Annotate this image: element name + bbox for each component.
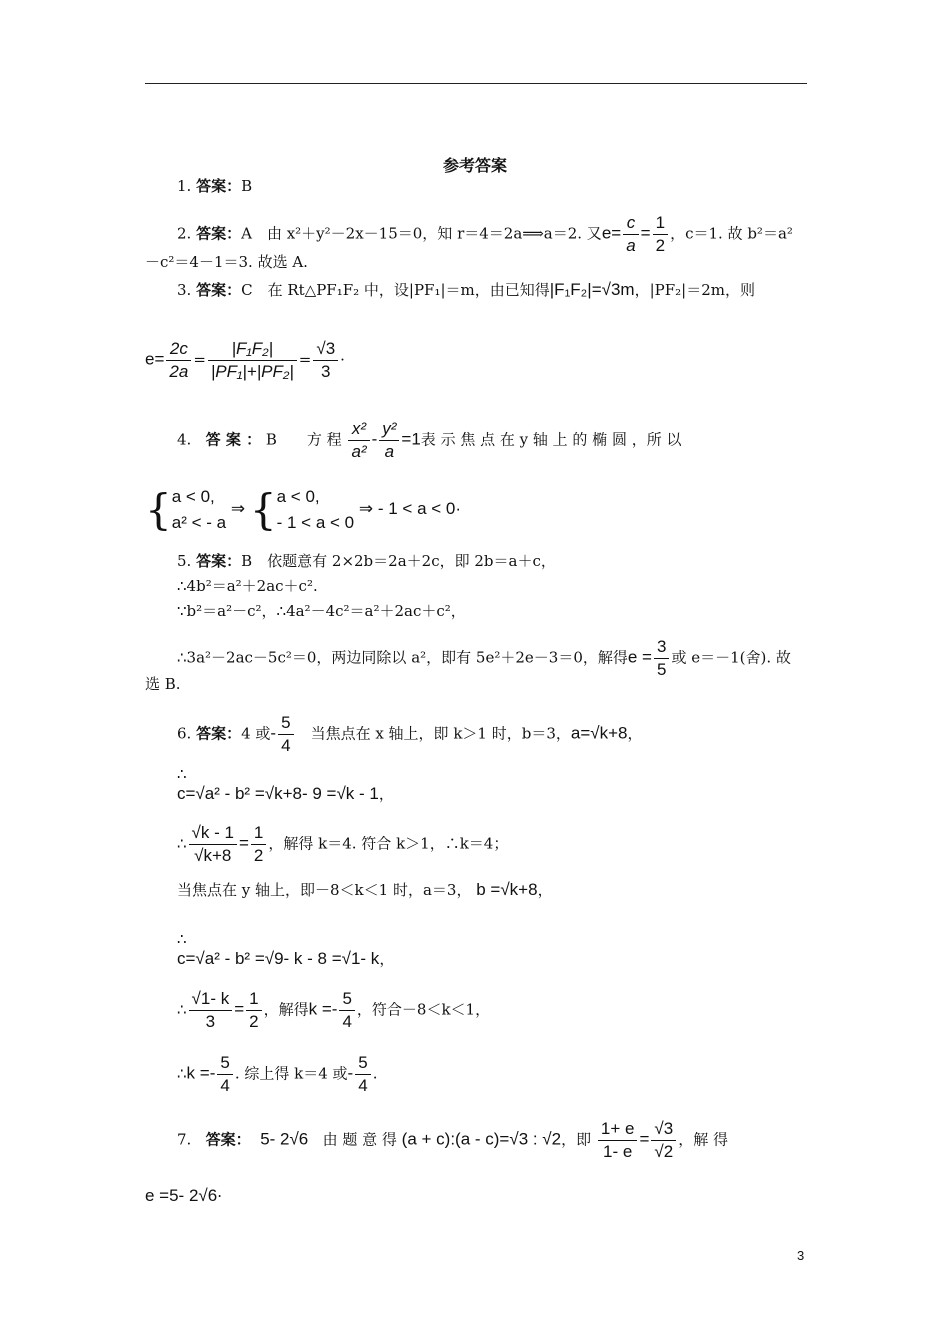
answer-1 xyxy=(177,176,839,196)
answer-text: C 在 Rt△PF₁F₂ 中，设|PF₁|＝m，由已知得 xyxy=(241,281,550,299)
formula: · xyxy=(340,350,345,369)
item-number: 4. xyxy=(177,430,192,449)
inequality-system: a < 0, a² < - a xyxy=(171,487,227,532)
brace-icon: { xyxy=(145,485,172,534)
answer-4: 4. 答 案 ： B 方 程 $\frac{\text{x²}}{\text{a²}}$ - $\frac{\text{y²}}{a}$ =1表 示 焦 点 在 y 轴 上 的 椭 圆 ，所 以 xyxy=(177,419,682,461)
brace-icon: { xyxy=(249,485,277,534)
fraction: $\frac{√3}{√2}$ xyxy=(651,1118,676,1163)
formula: c=√a² - b² =√9- k - 8 =√1- k xyxy=(177,949,380,968)
item-number: 1. xyxy=(177,177,192,195)
formula: e= xyxy=(601,223,622,243)
answer-label: 答案： xyxy=(196,281,242,299)
answer-5-line5: 选 B. xyxy=(145,675,181,693)
answer-label: 答 案 ： xyxy=(205,430,262,449)
answer-6-line7: ∴k =- $\frac{5}{4}$ . 综上得 k＝4 或- $\frac{5}{4}$ . xyxy=(177,1053,378,1095)
fraction: $\frac{5}{4}$ xyxy=(339,988,354,1033)
item-number: 6. xyxy=(177,724,192,743)
fraction: $\frac{1}{2}$ xyxy=(653,212,668,257)
answer-5-line4: ∴3a²－2ac－5c²＝0，两边同除以 a²，即有 5e²＋2e－3＝0，解得e = $\frac{3}{5}$ 或 e＝－1(舍). 故 xyxy=(177,637,791,679)
item-number: 5. xyxy=(177,552,192,570)
answer-6-line5: ∴ c=√a² - b² =√9- k - 8 =√1- k， xyxy=(177,930,395,968)
answer-6-line6: ∴ $\frac{√1- k}{3}$ = $\frac{1}{2}$ ，解得k =- $\frac{5}{4}$ ，符合－8＜k＜1， xyxy=(177,989,491,1031)
answer-7: 7. 答案： 5- 2√6 由 题 意 得 (a + c):(a - c)=√3 : √2，即 $\frac{1+ e}{1- e}$ = $\frac{√3}{√2}$ ，解 得 xyxy=(177,1119,728,1161)
fraction: $\frac{√1- k}{3}$ xyxy=(189,988,233,1033)
formula: = xyxy=(640,223,651,243)
fraction: $\frac{c}{a}$ xyxy=(623,212,638,257)
answer-text: ，解得 k＝4. 符合 k＞1，∴k＝4； xyxy=(268,834,509,853)
answer-label: 答案： xyxy=(196,224,242,243)
answer-6-line4: 当焦点在 y 轴上，即－8＜k＜1 时，a＝3， b =√k+8， xyxy=(177,880,553,899)
header-rule xyxy=(145,83,807,84)
item-number: 7. xyxy=(177,1130,192,1149)
formula: c=√a² - b² =√k+8- 9 =√k - 1 xyxy=(177,784,379,803)
answer-6: 6. 答案：4 或- $\frac{5}{4}$ 当焦点在 x 轴上，即 k＞1 时，b＝3，a=√k+8， xyxy=(177,713,643,755)
page-number: 3 xyxy=(797,1248,805,1263)
fraction: $\frac{2c}{2a}$ xyxy=(166,338,191,383)
formula: b =√k+8 xyxy=(476,880,538,899)
answer-2 xyxy=(177,212,839,257)
answer-3-formula: e= $\frac{2c}{2a}$ = $\frac{\text{|F₁F₂|}}{\text{|PF₁|+|PF₂|}}$ = $\frac{√3}{3}$ · xyxy=(145,339,345,381)
fraction: $\frac{√3}{3}$ xyxy=(313,338,338,383)
answer-5 xyxy=(177,551,839,571)
answer-4-system: { a < 0, a² < - a ⇒ { a < 0, - 1 < a < 0 ⇒ - 1 < a < 0· xyxy=(145,485,462,534)
answer-text: 或 e＝－1(舍). 故 xyxy=(671,648,791,667)
page-title: 参考答案 xyxy=(442,156,507,175)
fraction: $\frac{5}{4}$ xyxy=(217,1052,232,1097)
fraction: $\frac{5}{4}$ xyxy=(278,712,293,757)
answer-2-cont: －c²＝4－1＝3. 故选 A. xyxy=(145,253,308,271)
fraction: $\frac{\text{|F₁F₂|}}{\text{|PF₁|+|PF₂|}}$ xyxy=(208,338,297,383)
formula: e= xyxy=(145,349,165,369)
answer-5-line3: ∵b²＝a²－c²，∴4a²－4c²＝a²＋2ac＋c²， xyxy=(177,602,466,620)
answer-text: ∴3a²－2ac－5c²＝0，两边同除以 a²，即有 5e²＋2e－3＝0，解得 xyxy=(177,648,628,667)
fraction: $\frac{\text{y²}}{a}$ xyxy=(379,418,399,463)
answer-label: 答案： xyxy=(196,177,242,195)
fraction: $\frac{1}{2}$ xyxy=(251,822,266,867)
answer-text: 当焦点在 y 轴上，即－8＜k＜1 时，a＝3， xyxy=(177,881,472,899)
formula: 5- 2√6 xyxy=(260,1129,309,1149)
fraction: $\frac{√k - 1}{√k+8}$ xyxy=(189,822,237,867)
formula: a=√k+8 xyxy=(570,723,628,743)
answer-3 xyxy=(177,280,839,300)
inequality-system: a < 0, - 1 < a < 0 xyxy=(276,487,355,532)
item-number: 3. xyxy=(177,281,192,299)
answer-text: ，c＝1. 故 b²＝a² xyxy=(670,224,793,243)
item-number: 2. xyxy=(177,224,192,243)
fraction: $\frac{1+ e}{1- e}$ xyxy=(598,1118,638,1163)
fraction: $\frac{1}{2}$ xyxy=(246,988,261,1033)
answer-label: 答案： xyxy=(205,1130,251,1149)
answer-text: 4 或 xyxy=(241,724,271,743)
answer-text: 当焦点在 x 轴上，即 k＞1 时，b＝3， xyxy=(295,724,571,743)
answer-label: 答案： xyxy=(196,724,242,743)
formula: (a + c):(a - c)=√3 : √2 xyxy=(401,1129,562,1149)
answer-label: 答案： xyxy=(196,552,242,570)
answer-6-line2: ∴ c=√a² - b² =√k+8- 9 =√k - 1， xyxy=(177,765,394,803)
answer-6-line3: ∴ $\frac{√k - 1}{√k+8}$ = $\frac{1}{2}$ ，解得 k＝4. 符合 k＞1，∴k＝4； xyxy=(177,823,509,865)
answer-text: ，|PF₂|＝2m，则 xyxy=(634,281,755,299)
fraction: $\frac{3}{5}$ xyxy=(654,636,669,681)
answer-text: A 由 x²＋y²－2x－15＝0，知 r＝4＝2a⟹a＝2. 又 xyxy=(241,224,602,243)
answer-text: B 方 程 xyxy=(265,430,342,449)
answer-text: B 依题意有 2×2b＝2a＋2c，即 2b＝a＋c， xyxy=(241,552,556,570)
fraction: $\frac{5}{4}$ xyxy=(355,1052,370,1097)
formula: e =5- 2√6 xyxy=(145,1186,218,1205)
formula: ⇒ - 1 < a < 0· xyxy=(358,499,462,518)
fraction: $\frac{\text{x²}}{\text{a²}}$ xyxy=(348,418,369,463)
formula: |F₁F₂|=√3m xyxy=(549,280,635,299)
answer-text: 表 示 焦 点 在 y 轴 上 的 椭 圆 ，所 以 xyxy=(420,430,682,449)
answer-5-line2: ∴4b²＝a²＋2ac＋c². xyxy=(177,577,318,595)
answer-text: B xyxy=(241,177,253,195)
answer-7-line2: e =5- 2√6· xyxy=(145,1186,222,1205)
